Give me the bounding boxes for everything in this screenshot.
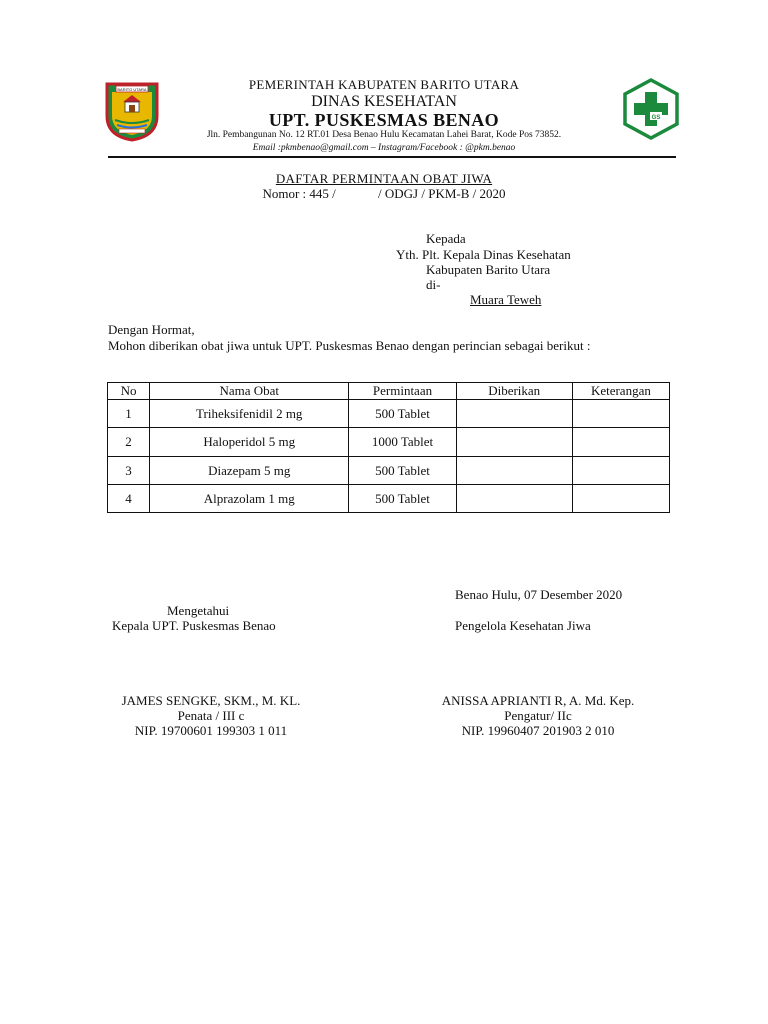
document-title: DAFTAR PERMINTAAN OBAT JIWA (275, 171, 493, 186)
right-signer-name: ANISSA APRIANTI R, A. Md. Kep. (441, 693, 635, 708)
right-signer-role: Pengelola Kesehatan Jiwa (455, 618, 591, 633)
right-signer-rank: Pengatur/ IIc (504, 708, 572, 723)
recipient-kabupaten: Kabupaten Barito Utara (426, 262, 551, 277)
document-number: Nomor : 445 / / ODGJ / PKM-B / 2020 (262, 186, 506, 201)
cell-permintaan: 500 Tablet (349, 485, 456, 513)
department-name: DINAS KESEHATAN (311, 93, 457, 110)
svg-text:BARITO UTARA: BARITO UTARA (117, 87, 147, 92)
cell-nama-obat: Diazepam 5 mg (150, 457, 349, 485)
intro-paragraph: Mohon diberikan obat jiwa untuk UPT. Puskesmas Benao dengan perincian sebagai berikut : (108, 338, 591, 353)
signature-date: Benao Hulu, 07 Desember 2020 (455, 587, 623, 602)
letterhead-divider (108, 156, 676, 158)
cell-permintaan: 500 Tablet (349, 457, 456, 485)
cell-nama-obat: Triheksifenidil 2 mg (150, 400, 349, 428)
cell-keterangan (572, 457, 669, 485)
cell-diberikan (456, 400, 572, 428)
table-row (108, 457, 670, 485)
table-row (108, 400, 670, 428)
left-signer-name: JAMES SENGKE, SKM., M. KL. (121, 693, 301, 708)
cell-nama-obat: Alprazolam 1 mg (150, 485, 349, 513)
cell-diberikan (456, 485, 572, 513)
cell-keterangan (572, 485, 669, 513)
medicine-request-table (107, 382, 670, 513)
cell-keterangan (572, 400, 669, 428)
table-row (108, 485, 670, 513)
mengetahui-label: Mengetahui (167, 603, 230, 618)
recipient-di: di- (426, 277, 441, 292)
header-no: No (108, 383, 150, 400)
header-permintaan: Permintaan (349, 383, 456, 400)
cell-permintaan: 1000 Tablet (349, 428, 456, 457)
header-nama-obat: Nama Obat (150, 383, 349, 400)
recipient-kepada: Kepada (426, 231, 466, 246)
recipient-yth: Yth. Plt. Kepala Dinas Kesehatan (396, 247, 571, 262)
contact-line: Email :pkmbenao@gmail.com – Instagram/Facebook : @pkm.benao (252, 143, 516, 153)
cell-diberikan (456, 428, 572, 457)
address-line: Jln. Pembangunan No. 12 RT.01 Desa Benao Hulu Kecamatan Lahei Barat, Kode Pos 73852. (206, 130, 562, 140)
cell-permintaan: 500 Tablet (349, 400, 456, 428)
cell-keterangan (572, 428, 669, 457)
left-signer-nip: NIP. 19700601 199303 1 011 (134, 723, 288, 738)
right-signer-nip: NIP. 19960407 201903 2 010 (461, 723, 615, 738)
cell-no: 4 (108, 485, 150, 513)
recipient-city: Muara Teweh (470, 292, 542, 307)
left-signer-role: Kepala UPT. Puskesmas Benao (112, 618, 276, 633)
cell-nama-obat: Haloperidol 5 mg (150, 428, 349, 457)
header-keterangan: Keterangan (572, 383, 669, 400)
cell-no: 3 (108, 457, 150, 485)
svg-text:GS: GS (651, 115, 661, 121)
government-name: PEMERINTAH KABUPATEN BARITO UTARA (248, 77, 520, 92)
table-row (108, 428, 670, 457)
left-signer-rank: Penata / III c (177, 708, 245, 723)
cell-no: 1 (108, 400, 150, 428)
greeting: Dengan Hormat, (108, 322, 195, 337)
institution-name: UPT. PUSKESMAS BENAO (268, 110, 500, 130)
cell-no: 2 (108, 428, 150, 457)
table-header-row (108, 383, 670, 400)
cell-diberikan (456, 457, 572, 485)
header-diberikan: Diberikan (456, 383, 572, 400)
